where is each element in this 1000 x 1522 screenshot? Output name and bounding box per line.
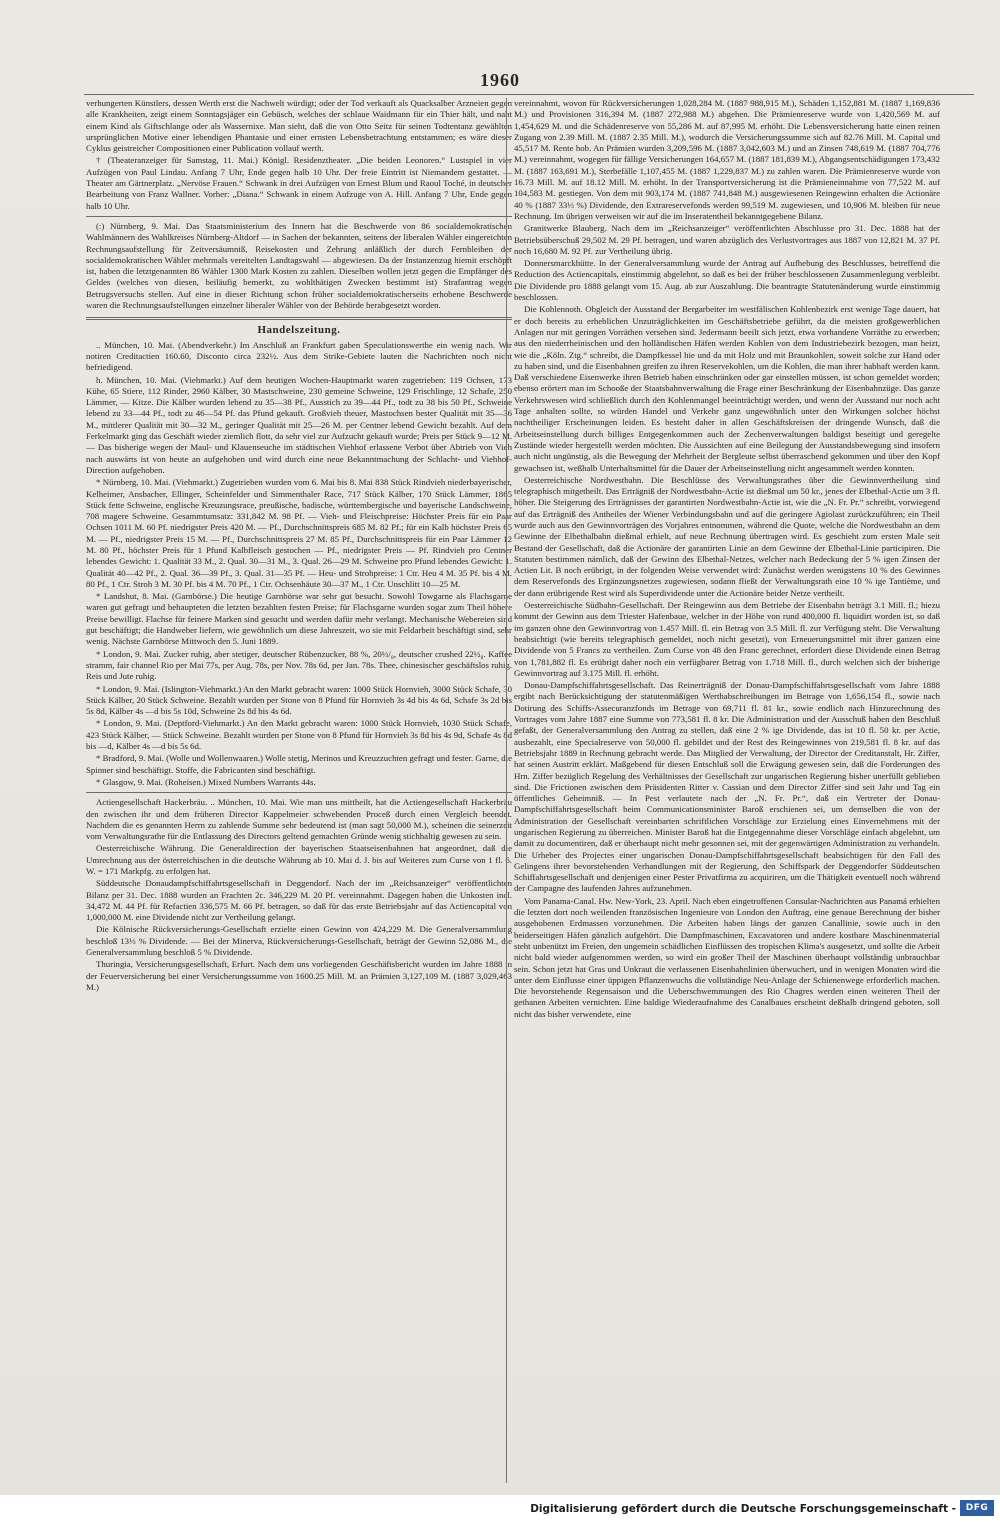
article-london-zucker: * London, 9. Mai. Zucker ruhig, aber stetiger, deutscher Rübenzucker, 88 %, 20⅓/₈, deutscher crushed 22½₈. Kaffee stramm, fair channel Rio per Mai 77s, per Aug. 78s, per Nov. 78s 6d, per Jan. 78s. Thee, chinesischer geschäftslos ruhig. Reis und Jute ruhig.	[86, 648, 512, 682]
header-rule	[84, 94, 974, 95]
article-granitwerke-blauberg: Granitwerke Blauberg. Nach dem im „Reichsanzeiger“ veröffentlichten Abschlusse pro 31. Dec. 1888 hat der Betriebsüberschuß 29,502 M. 29 Pf. betragen, und waren abzüglich des Verlustvortrages aus 1887 von 12,821 M. 37 Pf. noch 16,680 M. 92 Pf. zur Vertheilung übrig.	[514, 223, 940, 256]
article-hackerbraeu: Actiengesellschaft Hackerbräu. .. München, 10. Mai. Wie man uns mittheilt, hat die Actiengesellschaft Hackerbräu den zwischen ihr und dem früheren Director Kappelmeier schwebenden Proceß durch einen Vergleich beendet. Nachdem die es genannten Herrn zu zahlende Summe sehr bedeutend ist (man sagt 50,000 M.), scheinen die seinerzeit vom Verwaltungsrathe für die Entlassung des Directors geltend gemachten Gründe wenig stichhaltig gewesen zu sein.	[86, 797, 512, 842]
article-nuernberg-beschwerde: (:) Nürnberg, 9. Mai. Das Staatsministerium des Innern hat die Beschwerde von 86 socialdemokratischen Wahlmännern des Wahlkreises Nürnberg-Altdorf — in Sachen der bekannten, seitens der liberalen Wähler eingereichten Rechnungsaufstellung für Zeitversäumniß, Reisekosten und Zehrung anläßlich der durch Fernbleiben der socialdemokratischen Wähler mehrmals vereitelten Landtagswahl — abgewiesen. Da der Instanzenzug hiemit erschöpft ist, haben die letztgenannten 86 Wähler 1300 Mark Kosten zu zahlen. Dieselben wollen jetzt gegen die Empfänger des Geldes (welches von diesen, beiläufig bemerkt, zu wohlthätigen Zwecken bestimmt ist) Strafantrag wegen Betrugsversuchs stellen. Auf eine in dieser Richtung schon früher socialdemokratischerseits erhobene Beschwerde waren die Rechnungsaufstellungen einzelner liberaler Wähler von der Behörde herabgesetzt worden.	[86, 220, 512, 311]
article-muenchen-abendverkehr: .. München, 10. Mai. (Abendverkehr.) Im Anschluß an Frankfurt gaben Speculationswerthe ein wenig nach. Wir notiren Creditactien 160.60, Disconto circa 232½. Aus dem Strike-Gebiete lauten die Nachrichten noch nicht befriedigend.	[86, 339, 512, 373]
left-column	[86, 98, 512, 994]
article-thuringia-continued: vereinnahmt, wovon für Rückversicherungen 1,028,284 M. (1887 988,915 M.), Schäden 1,152,881 M. (1887 1,169,836 M.) und Provisionen 316,394 M. (1887 272,988 M.) abgehen. Die Prämienreserve wurde von 1,420,569 M. auf 1,454,629 M. und die Schädenreserve von 55,286 M. auf 87,995 M. erhöht. Die Lebensversicherung hatte einen reinen Zugang von 2.39 Mill. M. (1887 2.35 Mill. M.), wodurch die Versicherungssumme sich auf 82.76 Mill. M. Capital und 45,517 M. Rente hob. An Prämien wurden 3,209,596 M. (1887 3,042,603 M.) und an Zinsen 748,619 M. (1887 704,776 M.) vereinnahmt, wogegen für fällige Versicherungen 164,657 M. (1887 181,839 M.), Abgangsentschädigungen 173,432 M. (1887 163,691 M.), Sterbefälle 1,107,455 M. (1887 1,229,837 M.) zu zahlen waren. Die Prämienreserve wurde von 16.73 Mill. M. auf 18.12 Mill. M. erhöht. In der Transportversicherung ist die Prämieneinnahme von 77,522 M. auf 104,583 M. gestiegen. Von dem mit 903,174 M. (1887 741,848 M.) ausgewiesenen Reingewinn erhalten die Actionäre 40 % (1887 33⅓ %) Dividende, den Extrareservefonds werden 99,519 M. zugewiesen, und 10,906 M. bleiben für neue Rechnung. Im übrigen verweisen wir auf die im Inseratentheil bekanntgegebene Bilanz.	[514, 98, 940, 221]
section-divider	[86, 317, 512, 320]
article-theateranzeiger: † (Theateranzeiger für Samstag, 11. Mai.) Königl. Residenztheater. „Die beiden Leonoren.“ Lustspiel in vier Aufzügen von Paul Lindau. Anfang 7 Uhr, Ende gegen halb 10 Uhr. Der freie Eintritt ist Niemandem gestattet. — Theater am Gärtnerplatz. „Nervöse Frauen.“ Schwank in drei Aufzügen von Ernest Blum und Raoul Toché, in deutscher Bearbeitung von Franz Wallner. Vorher: „Diana.“ Schwank in einem Aufzuge von A. Hill. Anfang 7 Uhr, Ende gegen halb 10 Uhr.	[86, 155, 512, 211]
right-column	[514, 98, 940, 1021]
article-landshut-garnboerse: * Landshut, 8. Mai. (Garnbörse.) Die heutige Garnbörse war sehr gut besucht. Sowohl Towgarne als Flachsgarne waren gut gefragt und behaupteten die letzten bezahlten festen Preise; für Flachsgarne wurden sogar zum Theil höhere Preise bewilligt. Flachse für feinere Marken sind gesucht und werden dafür mehr verlangt. Mechanische Webereien sind gut beschäftigt; die Handweber liefern, wie gewöhnlich um diese Jahreszeit, wo sie mit Feldarbeit beschäftigt sind, sehr wenig. Nächste Garnbörse Mittwoch den 5. Juni 1889.	[86, 591, 512, 647]
article-donau-dampfschiffahrt: Donau-Dampfschiffahrtsgesellschaft. Das Reinerträgniß der Donau-Dampfschiffahrtsgesellschaft vom Jahre 1888 ergibt nach Berücksichtigung der statutenmäßigen Werthabschreibungen im Betrage von 1,656,154 fl., sowie nach Dotirung des Schiffs-Assecuranzfonds im Betrage von 69,711 fl. 81 kr., sowie endlich nach Hinzurechnung des Vortrages vom Jahre 1887 eine Summe von 773,581 fl. 8 kr. Die Administration und der Ausschuß haben den Beschluß gefaßt, der Generalversammlung den Antrag zu stellen, daß eine 2 % ige Dividende, das ist 10 fl. 50 kr. per Actie, ausbezahlt, eine Specialreserve von 50,000 fl. gebildet und der Rest des Reingewinnes von 219,581 fl. 8 kr. auf das Betriebsjahr 1889 in Rechnung gebracht werde. Das Mitglied der Verwaltung, der Director der Creditanstalt, Hr. Ziffer, hat seinen Austritt erklärt. Maßgebend für diesen Entschluß soll die Erwägung gewesen sein, daß die Forderungen des Hrn. Ziffer bezüglich Regelung des Verhältnisses der Gesellschaft zur ungarischen Regierung bisher unerfüllt geblieben sind. Die Frictionen zwischen dem Präsidenten Ritter v. Cassian und dem Director Ziffer sind seit Jahr und Tag ein öffentliches Geheimniß. — In Pest verlautete nach der „N. Fr. Pr.“, daß ein Vertreter der Donau-Dampfschiffahrtsgesellschaft beim Communicationsminister Baroß erschienen sei, um demselben die von der Administration der Gesellschaft vereinbarten schriftlichen Vorschläge zur Erzielung eines Einvernehmens mit der ungarischen Regierung zu überreichen. Minister Baroß hat die Entgegennahme dieser Vorschläge einfach abgelehnt, um damit zu documentiren, daß er überhaupt nicht mehr gesonnen sei, mit der gegenwärtigen Administration zu verhandeln. Die Urheber des Projectes einer ungarischen Donau-Dampfschiffahrtsgesellschaft beabsichtigen für den Fall des Gelingens ihrer bevorstehenden Verhandlungen mit der Regierung, den Schiffspark der Deggendorfer Süddeutschen Schiffahrtsgesellschaft und denjenigen einer Pester Privatfirma zu acquiriren, um die Thätigkeit eventuell noch während der Campagne des laufenden Jahres aufzunehmen.	[514, 680, 940, 894]
page-number: 1960	[480, 70, 520, 90]
article-kohlennoth: Die Kohlennoth. Obgleich der Ausstand der Bergarbeiter im westfälischen Kohlenbezirk erst wenige Tage dauert, hat er doch bereits zu erheblichen Unzuträglichkeiten im Geschäftsbetriebe geführt, da die meisten großgewerblichen Anlagen nur mit geringen Vorräthen versehen sind. Jedermann beeilt sich jetzt, etwa vorhandene Vorräthe zu erwerben; aus den niederrheinischen und den holländischen Häfen werden Kohlen von dem Industriebezirk bezogen, man heizt, wie die „Köln. Ztg.“ schreibt, die Dampfkessel hie und da mit Holz und mit Braunkohlen, soweit solche zur Hand oder zu haben sind, und die Eisenbahnen greifen zu ihren Reservekohlen, um die Kohlen, die man ihrer habhaft werden kann. Daß verschiedene Eisenwerke ihren Betrieb haben einschränken oder gar einstellen müssen, ist schon gemeldet worden; ebenso erörtert man im Schooße der Staatsbahnverwaltung die Frage einer Beschränkung der Eisenbahnzüge. Das ganze Verkehrswesen wird schließlich durch den Kohlenmangel beeinträchtigt werden, und wenn der Ausstand nur noch acht Tage anhalten sollte, so würden Handel und Verkehr ganz ungewöhnlich unter den Wirkungen solcher höchst nachtheiliger Erscheinungen leiden. Es besteht daher in allen Geschäftskreisen der dringende Wunsch, daß die Arbeitseinstellung durch billiges Entgegenkommen auch der Zechenverwaltungen baldigst beseitigt und geregelte Zustände wieder hergestellt werden möchten. Die Aussichten auf eine Beilegung der Ausstandsbewegung sind insofern auch nicht ungünstig, als die Bewegung der Mehrheit der Bergleute selbst überraschend gekommen und über den Kopf gewachsen ist, weßhalb Unterhaltsmittel für die Dauer der Arbeitseinstellung nicht angesammelt werden konnten.	[514, 304, 940, 473]
article-bradford: * Bradford, 9. Mai. (Wolle und Wollenwaaren.) Wolle stetig, Merinos und Kreuzzuchten gefragt und fester. Garne, die Spinner sind beschäftigt. Stoffe, die Fabricanten sind beschäftigt.	[86, 753, 513, 775]
article-nuernberg-viehmarkt: * Nürnberg, 10. Mai. (Viehmarkt.) Zugetrieben wurden vom 6. Mai bis 8. Mai 838 Stück Rindvieh niederbayerischer, Kelheimer, Ansbacher, Ellinger, Scheinfelder und Simmenthaler Race, 717 Stück Kälber, 170 Stück Lämmer, 1865 Stück fette Schweine, englische Kreuzungsrace, preußische, badische, württembergische und bayerische Landschweine, 708 magere Schweine. Gesammtumsatz: 331,842 M. 98 Pf. — Vieh- und Fleischpreise: Höchster Preis für ein Paar Ochsen 1011 M. 60 Pf. niedrigster Preis 420 M. — Pf., Durchschnittspreis 685 M. 82 Pf.; für ein Kalb höchster Preis 65 M. — Pf., niedrigster Preis 15 M. — Pf., Durchschnittspreis 27 M. 85 Pf., Durchschnittspreis für ein Paar Lämmer 12 M. 80 Pf., höchster Preis für 1 Pfund Kalbfleisch gestochen — Pf., niedrigster Preis — Pf. Rindvieh pro Centner lebendes Gewicht: 1. Qualität 33 M., 2. Qual. 30—31 M., 3. Qual. 26—29 M. Schweine pro Pfund lebendes Gewicht: 1. Qualität 40—42 Pf., 2. Qual. 36—39 Pf., 3. Qual. 31—35 Pf. — Heu- und Strohpreise: 1 Ctr. Heu 4 M. 35 Pf. bis 4 M. 80 Pf., 1 Ctr. Stroh 3 M. 30 Pf. bis 4 M. 70 Pf., 1 Ctr. Ochsenhäute 30—37 M., 1 Ctr. Unschlitt 10—25 M.	[86, 477, 512, 589]
article-donaudampfschiffahrt-deggendorf: Süddeutsche Donaudampfschiffahrtsgesellschaft in Deggendorf. Nach der im „Reichsanzeiger“ veröffentlichten Bilanz per 31. Dec. 1888 wurden an Frachten 2c. 346,229 M. 20 Pf. vereinnahmt. Dagegen haben die Unkosten incl. 34,472 M. 44 Pf. für Refactien 336,575 M. 66 Pf. betragen, so daß für das erste Betriebsjahr auf das Actiencapital von 1,000,000 M. eine Dividende nicht zur Vertheilung gelangt.	[86, 878, 512, 923]
article-muenchen-viehmarkt: h. München, 10. Mai. (Viehmarkt.) Auf dem heutigen Wochen-Hauptmarkt waren zugetrieben: 119 Ochsen, 173 Kühe, 65 Stiere, 112 Rinder, 2960 Kälber, 30 Mastschweine, 230 gemeine Schweine, 129 Frischlinge, 12 Schafe, 250 Lämmer, — Kitze. Die Kälber wurden lebend zu 35—38 Pf., Ausstich zu 39—44 Pf., todt zu 38 bis 50 Pf., Schweine lebend zu 33—44 Pf., todt zu 46—54 Pf. das Pfund gekauft. Großvieh theuer, Mastochsen bester Qualität mit 35—36 M., mittlerer Qualität mit 30—32 M., geringer Qualität mit 25—26 M. per Centner lebend Gewicht bezahlt. Auf dem Ferkelmarkt ging das Geschäft wieder ziemlich flott, da sehr viel zur Aufzucht gekauft wurde; Preis per Stück 9—12 M. — Das bisherige wegen der Maul- und Klauenseuche im städtischen Viehhof erlassene Verbot über Abtrieb von Vieh nach auswärts ist von heute an aufgehoben und wird durch eine neue Bekanntmachung der Schlacht- und Viehhof-Direction aufgehoben.	[86, 374, 512, 475]
divider	[86, 216, 512, 217]
section-heading-handelszeitung: Handelszeitung.	[257, 324, 341, 337]
article-glasgow: * Glasgow, 9. Mai. (Roheisen.) Mixed Numbers Warrants 44s.	[96, 776, 316, 787]
column-divider	[506, 98, 507, 1483]
article-koelnische-rueckversicherung: Die Kölnische Rückversicherungs-Gesellschaft erzielte einen Gewinn von 424,229 M. Die Generalversammlung beschloß 13⅓ % Dividende. — Bei der Minerva, Rückversicherungs-Gesellschaft, beträgt der Gewinn 52,086 M., die Generalversammlung beschloß 5 % Dividende.	[86, 924, 512, 958]
article-donnersmarckhuette: Donnersmarckhütte. In der Generalversammlung wurde der Antrag auf Aufhebung des Beschlusses, betreffend die Reduction des Actiencapitals, einstimmig abgelehnt, so daß es bei der früher beschlossenen Zusammenlegung verbleibt. Die Dividende pro 1888 gelangt vom 15. Aug. ab zur Auszahlung. Die beantragte Statutenänderung wurde einstimmig beschlossen.	[514, 258, 940, 303]
article-panama-canal: Vom Panama-Canal. Hw. New-York, 23. April. Nach eben eingetroffenen Consular-Nachrichten aus Panamá erhielten die letzten dort noch weilenden französischen Ingenieure von London den Auftrag, eine genaue Berechnung der bisher ausgehobenen Erdmassen vorzunehmen. Die Arbeiten haben längs der ganzen Canallinie, sowie auch in den beiderseitigen Häfen gänzlich aufgehört. Die Dampfmaschinen, Excavatoren und andere kostbare Maschinenmaterial steht unbenützt im Freien, den ungemein schädlichen Einflüssen des tropischen Klima's ausgesetzt, und sollte die Arbeit nicht bald wieder aufgenommen werden, so wird ein großer Theil der Maschinen überhaupt vollständig unbrauchbar sein. Schon jetzt hat Gras und Unkraut die verlassenen Eisenbahnlinien überwuchert, und in wenigen Monaten wird die unter dem Einflusse einer üppigen Pflanzenwuchs die vollständige Neu-Anlage der Schienenwege erforderlich machen. Die bevorstehende Regensaison und die Ueberschwemmungen des Rio Chagres werden einen weiteren Theil der gethanen Arbeiten vernichten. Eine baldige Wiederaufnahme des Canalbaues erscheint deßhalb dringend geboten, soll nicht das bisher verwendete, eine	[514, 895, 940, 1019]
article-london-deptford: * London, 9. Mai. (Deptford-Viehmarkt.) An den Markt gebracht waren: 1000 Stück Hornvieh, 1030 Stück Schafe, 423 Stück Kälber, — Stück Schweine. Bezahlt wurden per Stone von 8 Pfund für Hornvieh 3s 8d bis 4s 9d, Schafe 4s 8d bis —d, Kälber 4s —d bis 5s 6d.	[86, 718, 512, 752]
divider	[86, 792, 512, 793]
article-thuringia: Thuringia, Versicherungsgesellschaft, Erfurt. Nach dem uns vorliegenden Geschäftsbericht wurden im Jahre 1888 in der Feuerversicherung bei einer Versicherungssumme von 1600.25 Mill. M. an Prämien 3,127,109 M. (1887 3,029,463 M.)	[86, 959, 512, 992]
article-suedbahn: Oesterreichische Südbahn-Gesellschaft. Der Reingewinn aus dem Betriebe der Eisenbahn beträgt 3.1 Mill. fl.; hiezu kommt der Gewinn aus dem Triester Hafenbaue, welcher in der Höhe von rund 400,000 fl. liquidirt worden ist, so daß im ganzen ohne den Gewinnvortrag von 1.457 Mill. fl. ein Betrag von 3.5 Mill. fl. zur Verfügung steht. Die Verwaltung beabsichtigt (wie bereits telegraphisch gemeldet, noch nicht gesetzt), von Erneuerungsmittel mit ihrer ganzen eine Dividende von 5 Francs zu vertheilen. Zum Curse von 48 den Franc gerechnet, erfordert diese Dividende einen Betrag von 1,781,882 fl. Es erübrigt daher noch ein verfügbarer Betrag von 1.718 Mill. fl., durch welchen sich der bisherige Gewinnvortrag auf 3.175 Mill. fl. erhöht.	[514, 600, 940, 678]
article-todtentanz: verhungerten Künstlers, dessen Werth erst die Nachwelt würdigt; oder der Tod verkauft als Quacksalber Arzneien gegen alle Krankheiten, zeigt einem Sonntagsjäger ein Gebüsch, welches der schlaue Waidmann für ein Thier hält, und naht einem Kind als Giftschlange oder als Wassernixe. Man sieht, daß die von Otto Seitz für seinen Todtentanz gewählten ursprünglichen Motive einer lebendigen Phantasie und einer ernsten Lebensbetrachtung entstammen; es wäre dieser Cyklus geistreicher Compositionen einer Publication vollauf werth.	[86, 98, 512, 154]
article-nordwestbahn: Oesterreichische Nordwestbahn. Die Beschlüsse des Verwaltungsrathes über die Gewinnvertheilung sind telegraphisch mitgetheilt. Das Erträgniß der Nordwestbahn-Actie ist dießmal um 50 kr., jenes der Elbethal-Actie um 3 fl. höher. Die Steigerung des Erträgnisses der garantirten Nordwestbahn-Actie ist, wie die „N. Fr. Pr.“ schreibt, vorwiegend auf das Erträgniß des Antheiles der Wiener Verbindungsbahn und auf die geringere Agiolast zurückzuführen; ein Theil wurde auch aus den Gewinnvorträgen des Vorjahres entnommen, während die Quote, welche die Nordwestbahn an dem Gewinne der Elbethalbahn dießmal erhielt, auf neue Rechnung übertragen wird. Es geschieht zum ersten Male seit Bestand der Gesellschaft, daß die Actionäre der garantirten Linie an dem Gewinne der Elbethal-Linie participiren. Die Statuten bestimmen nämlich, daß der Gewinn des Elbethal-Netzes, welcher nach Bedeckung der 5 % igen Zinsen der Actien Lit. B noch erübrigt, in der folgenden Weise verwendet wird: Zunächst werden wenigstens 10 % des Gewinnes dem Reservefonds des Ergänzungsnetzes zugewiesen, sodann fließt der Verwaltungsrath eine 10 % ige Tantième, und der dann erübrigende Rest wird als Superdividende unter die Actionäre beider Netze vertheilt.	[514, 474, 940, 598]
footer-credit: Digitalisierung gefördert durch die Deutsche Forschungsgemeinschaft -	[530, 1503, 956, 1515]
article-london-islington: * London, 9. Mai. (Islington-Viehmarkt.) An den Markt gebracht waren: 1000 Stück Hornvieh, 3000 Stück Schafe, 30 Stück Kälber, 20 Stück Schweine. Bezahlt wurden per Stone von 8 Pfund für Hornvieh 3s 4d bis 4s 6d, Schafe 3s 2d bis 5s 8d, Kälber 4s —d bis 5s 10d, Schweine 2s 8d bis 4s 6d.	[86, 683, 512, 717]
article-oesterreichische-waehrung: Oesterreichische Währung. Die Generaldirection der bayerischen Staatseisenbahnen hat angeordnet, daß die Umrechnung aus der österreichischen in die deutsche Währung ab 10. Mai d. J. bis auf Weiteres zum Curse von 1 fl. 6. W. = 171 Markpfg. zu erfolgen hat.	[86, 843, 512, 876]
dfg-logo[interactable]: DFG	[960, 1500, 994, 1516]
